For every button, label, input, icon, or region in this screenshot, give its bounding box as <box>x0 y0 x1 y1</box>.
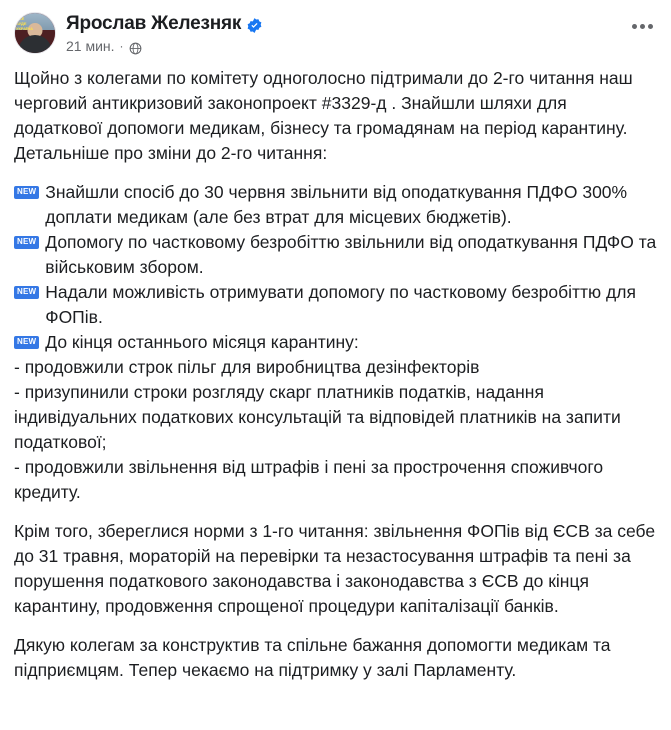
post-header-text <box>66 12 263 54</box>
post-paragraph-intro: Щойно з колегами по комітету одноголосно підтримали до 2-го читання наш черговий антикризовий законопроект #3329-д . Знайшли шляхи для додаткової допомоги медикам, бізнесу та громадянам на період карантину. Детальніше про зміни до 2-го читання: <box>14 68 633 163</box>
more-dot-1 <box>632 24 637 29</box>
post-meta <box>66 38 263 54</box>
sub-item: - продовжили звільнення від штрафів і пені за прострочення споживчого кредиту. <box>14 457 604 502</box>
list-item <box>14 180 657 230</box>
new-badge-icon: NEW <box>14 186 39 199</box>
post-body <box>0 58 671 693</box>
post-paragraph-2: Крім того, збереглися норми з 1-го читання: звільнення ФОПів від ЄСВ за себе до 31 травня, мораторій на перевірки та незастосування штрафів та пені за порушення податкового законодавства і законодавства з ЄСВ до кінця карантину, продовження спрощеної процедури капіталізації банків. <box>14 521 656 616</box>
author-row <box>66 13 263 35</box>
sub-item: - призупинили строки розгляду скарг платників податків, надання індивідуальних податкових консультацій та відповідей платників на запити податкової; <box>14 382 621 452</box>
more-options-icon[interactable] <box>627 16 657 36</box>
more-dot-2 <box>640 24 645 29</box>
list-item-text: Надали можливість отримувати допомогу по частковому безробіттю для ФОПів. <box>45 282 636 327</box>
new-badge-icon: NEW <box>14 286 39 299</box>
list-item <box>14 330 657 355</box>
post-bullet-list <box>14 180 657 505</box>
sub-item: - продовжили строк пільг для виробництва дезінфекторів <box>14 357 480 377</box>
more-dot-3 <box>648 24 653 29</box>
globe-icon[interactable] <box>129 42 142 55</box>
meta-separator: · <box>119 39 124 53</box>
new-badge-icon: NEW <box>14 336 39 349</box>
post-timestamp[interactable]: 21 мин. <box>66 38 115 54</box>
author-name[interactable]: Ярослав Железняк <box>66 13 242 34</box>
list-item <box>14 280 657 330</box>
list-item <box>14 230 657 280</box>
list-item-text: Допомогу по частковому безробіттю звільнили від оподаткування ПДФО та військовим збором. <box>45 232 657 277</box>
list-item-text: Знайшли спосіб до 30 червня звільнити від оподаткування ПДФО 300% доплати медикам (але без втрат для місцевих бюджетів). <box>45 182 628 227</box>
post-paragraph-3: Дякую колегам за конструктив та спільне бажання допомогти медикам та підприємцям. Тепер чекаємо на підтримку у залі Парламенту. <box>14 635 611 680</box>
post-header <box>0 0 671 58</box>
list-item-text: До кінця останнього місяця карантину: <box>45 332 359 352</box>
verified-badge-icon <box>246 17 263 34</box>
avatar[interactable] <box>14 12 56 54</box>
new-badge-icon: NEW <box>14 236 39 249</box>
avatar-tag-text: ВСЕ БУДЕ УКРАЇНА <box>16 16 34 31</box>
